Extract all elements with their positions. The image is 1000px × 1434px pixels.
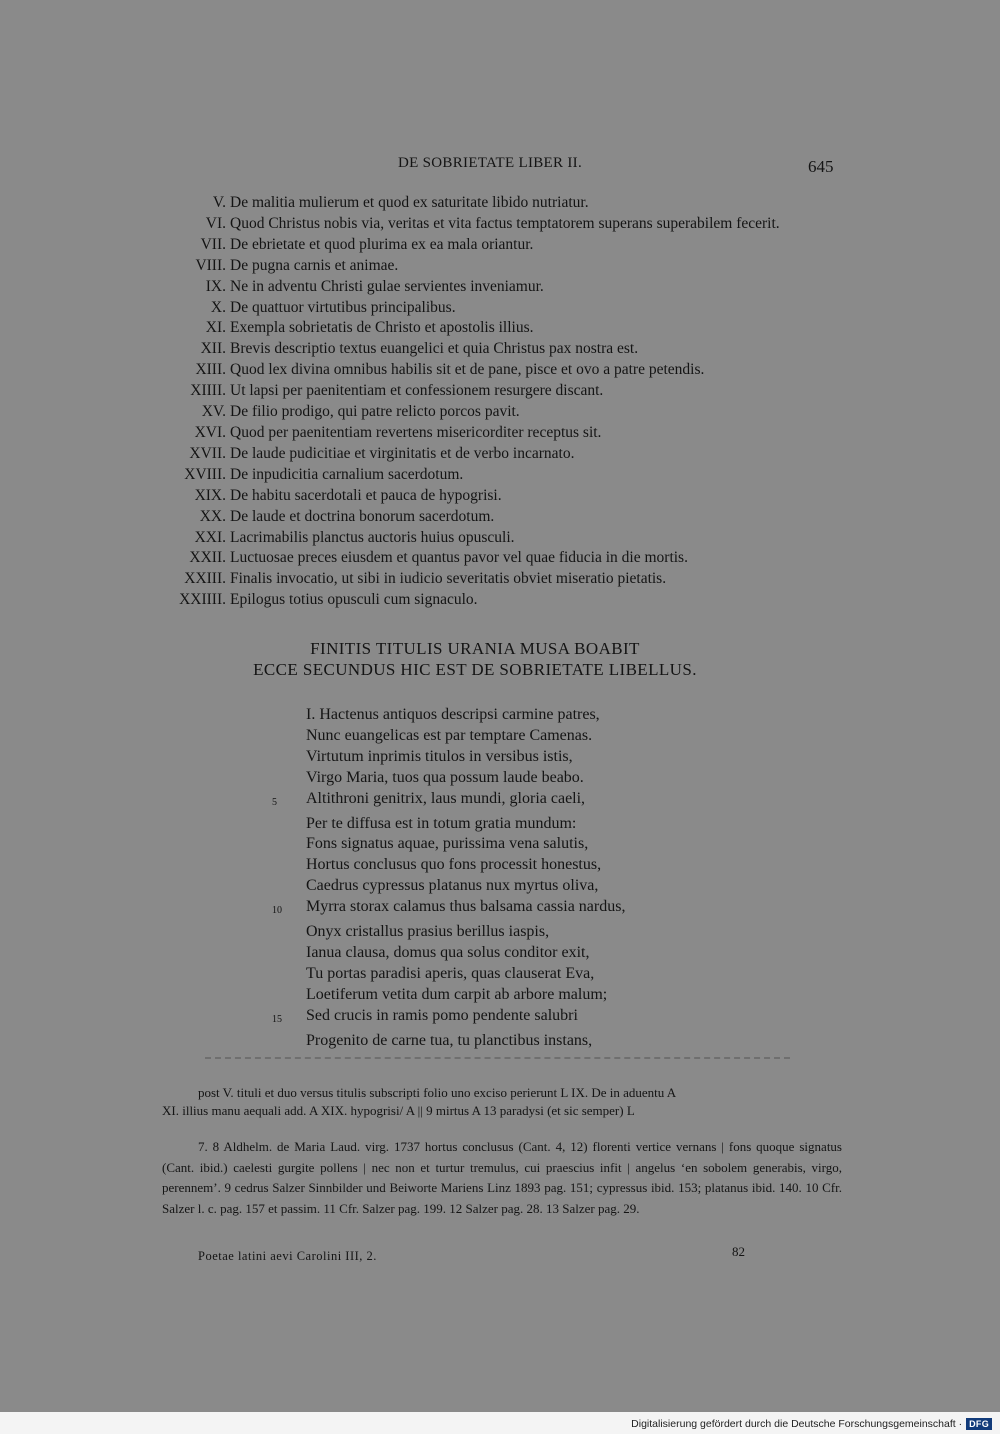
toc-number: XVII. [189,444,226,462]
toc-item [150,360,840,381]
line-number [270,834,306,855]
toc-item [150,193,840,214]
toc-title: De laude pudicitiae et virginitatis et de verbo incarnato. [230,444,575,462]
toc-number: XII. [200,340,226,358]
line-number [270,943,306,964]
heading-line-1: FINITIS TITULIS URANIA MUSA BOABIT [310,639,640,658]
toc-item [150,402,840,423]
toc-number: VI. [205,214,226,232]
verse-text: Altithroni genitrix, laus mundi, gloria caeli, [306,789,586,807]
digitization-text: Digitalisierung gefördert durch die Deutsche Forschungsgemeinschaft · [631,1418,963,1430]
toc-title: Exempla sobrietatis de Christo et apostolis illius. [230,319,534,337]
toc-title: Ne in adventu Christi gulae servientes inveniamur. [230,277,544,295]
toc-number: XXIII. [184,570,226,588]
toc-title: Quod per paenitentiam revertens misericorditer receptus sit. [230,423,602,441]
verse-text: I. Hactenus antiquos descripsi carmine patres, [306,706,600,723]
critical-apparatus [162,1084,842,1120]
toc-number: XIII. [195,361,226,379]
verse-text: Onyx cristallus prasius berillus iaspis, [306,923,550,941]
line-number [270,1031,306,1052]
apparatus-line-1: post V. tituli et duo versus titulis subscripti folio uno exciso perierunt L IX. De in aduentu A [198,1085,677,1100]
source-notes [162,1137,842,1220]
verse-text: Ianua clausa, domus qua solus conditor exit, [306,943,590,961]
verse-line [270,985,730,1006]
toc-title: De laude et doctrina bonorum sacerdotum. [230,507,495,525]
toc-number: XX. [199,507,226,525]
toc-item [150,381,840,402]
toc-item [150,465,840,486]
toc-title: De ebrietate et quod plurima ex ea mala oriantur. [230,235,534,253]
line-number [270,705,306,726]
verse-line [270,789,730,814]
toc-number: XVI. [194,423,226,441]
toc-title: Lacrimabilis planctus auctoris huius opusculi. [230,528,515,546]
line-number [270,922,306,943]
line-number [270,876,306,897]
verse-text: Myrra storax calamus thus balsama cassia nardus, [306,898,626,916]
toc-number: XI. [205,319,226,337]
verse-text: Sed crucis in ramis pomo pendente salubri [306,1006,578,1024]
verse-line [270,876,730,897]
toc-item [150,277,840,298]
digitization-credit [631,1416,992,1432]
series-title: Poetae latini aevi Carolini III, 2. [198,1249,377,1263]
toc-item [150,548,840,569]
line-number [270,985,306,1006]
toc-title: Ut lapsi per paenitentiam et confessionem resurgere discant. [230,382,604,400]
line-number: 5 [272,796,277,808]
notes-paragraph: 7. 8 Aldhelm. de Maria Laud. virg. 1737 hortus conclusus (Cant. 4, 12) florenti vertice vernans | fons quoque signatus (Cant. ibid.) caelesti gurgite pollens | nec non et turtur tremulus, cui praescius infit | angelus ‘en sobolem generabis, virgo, perennem’. 9 cedrus Salzer Sinnbilder und Beiworte Mariens Linz 1893 pag. 151; cypressus ibid. 153; platanus ibid. 140. 10 Cfr. Salzer l. c. pag. 157 et passim. 11 Cfr. Salzer pag. 199. 12 Salzer pag. 28. 13 Salzer pag. 29. [162,1139,842,1217]
verse-text: Caedrus cypressus platanus nux myrtus oliva, [306,877,599,895]
verse-line [270,855,730,876]
verse-line [270,1006,730,1031]
toc-number: XXI. [194,528,226,546]
toc-item [150,590,840,611]
verse-line [270,814,730,835]
verse-text: Nunc euangelicas est par temptare Camenas. [306,726,593,744]
toc-title: Brevis descriptio textus euangelici et quia Christus pax nostra est. [230,340,639,358]
footnote-divider [205,1057,790,1059]
toc-title: De habitu sacerdotali et pauca de hypogrisi. [230,486,502,504]
toc-number: VII. [200,235,226,253]
toc-number: XV. [201,403,226,421]
verse-text: Virtutum inprimis titulos in versibus istis, [306,747,573,765]
chapter-titles-list [150,193,840,611]
line-number [270,768,306,789]
verse-line [270,747,730,768]
verse-line [270,726,730,747]
line-number [270,855,306,876]
toc-title: De inpudicitia carnalium sacerdotum. [230,465,464,483]
line-number [270,747,306,768]
line-number [270,814,306,835]
toc-number: XIX. [194,486,226,504]
verse-line [270,897,730,922]
toc-item [150,444,840,465]
toc-title: Quod Christus nobis via, veritas et vita factus temptatorem superans superabilem fecerit. [230,214,780,232]
apparatus-line-2: XI. illius manu aequali add. A XIX. hypogrisi/ A || 9 mirtus A 13 paradysi (et sic semper) L [162,1103,635,1118]
verse-text: Virgo Maria, tuos qua possum laude beabo. [306,768,584,786]
verse-text: Tu portas paradisi aperis, quas clauserat Eva, [306,964,595,982]
line-number: 10 [272,905,282,917]
toc-item [150,256,840,277]
verse-text: Progenito de carne tua, tu planctibus instans, [306,1031,593,1049]
toc-item [150,486,840,507]
toc-number: XVIII. [184,465,226,483]
toc-number: X. [210,298,226,316]
toc-title: De pugna carnis et animae. [230,256,399,274]
toc-title: De malitia mulierum et quod ex saturitate libido nutriatur. [230,194,589,211]
page-number: 645 [808,157,834,176]
line-number: 15 [272,1013,282,1025]
verse-line [270,834,730,855]
toc-item [150,528,840,549]
toc-number: V. [212,194,226,211]
toc-item [150,339,840,360]
toc-item [150,318,840,339]
toc-item [150,298,840,319]
verse-text: Loetiferum vetita dum carpit ab arbore malum; [306,985,608,1003]
poem-text [270,705,730,1052]
line-number [270,726,306,747]
toc-number: VIII. [195,256,226,274]
verse-text: Per te diffusa est in totum gratia mundum: [306,814,577,832]
heading-line-2: ECCE SECUNDUS HIC EST DE SOBRIETATE LIBELLUS. [253,660,697,679]
toc-title: Epilogus totius opusculi cum signaculo. [230,591,478,609]
toc-title: De filio prodigo, qui patre relicto porcos pavit. [230,403,520,421]
toc-item [150,569,840,590]
toc-number: IX. [205,277,226,295]
book-heading [150,638,800,680]
toc-title: Quod lex divina omnibus habilis sit et de pane, pisce et ovo a patre petendis. [230,361,705,379]
verse-line [270,943,730,964]
toc-title: De quattuor virtutibus principalibus. [230,298,456,316]
toc-number: XXII. [189,549,226,567]
running-title: DE SOBRIETATE LIBER II. [398,155,583,171]
verse-line [270,964,730,985]
verse-text: Fons signatus aquae, purissima vena salutis, [306,835,589,853]
verse-line [270,705,730,726]
verse-line [270,1031,730,1052]
toc-title: Finalis invocatio, ut sibi in iudicio severitatis obviet miseratio pietatis. [230,570,667,588]
toc-item [150,214,840,235]
toc-item [150,423,840,444]
verse-text: Hortus conclusus quo fons processit honestus, [306,856,602,874]
signature-mark: 82 [732,1244,745,1259]
line-number [270,964,306,985]
toc-title: Luctuosae preces eiusdem et quantus pavor vel quae fiducia in die mortis. [230,549,688,567]
verse-line [270,768,730,789]
dfg-logo-icon: DFG [966,1418,992,1430]
toc-item [150,507,840,528]
toc-item [150,235,840,256]
verse-line [270,922,730,943]
toc-number: XXIIII. [179,591,226,609]
toc-number: XIIII. [190,382,226,400]
